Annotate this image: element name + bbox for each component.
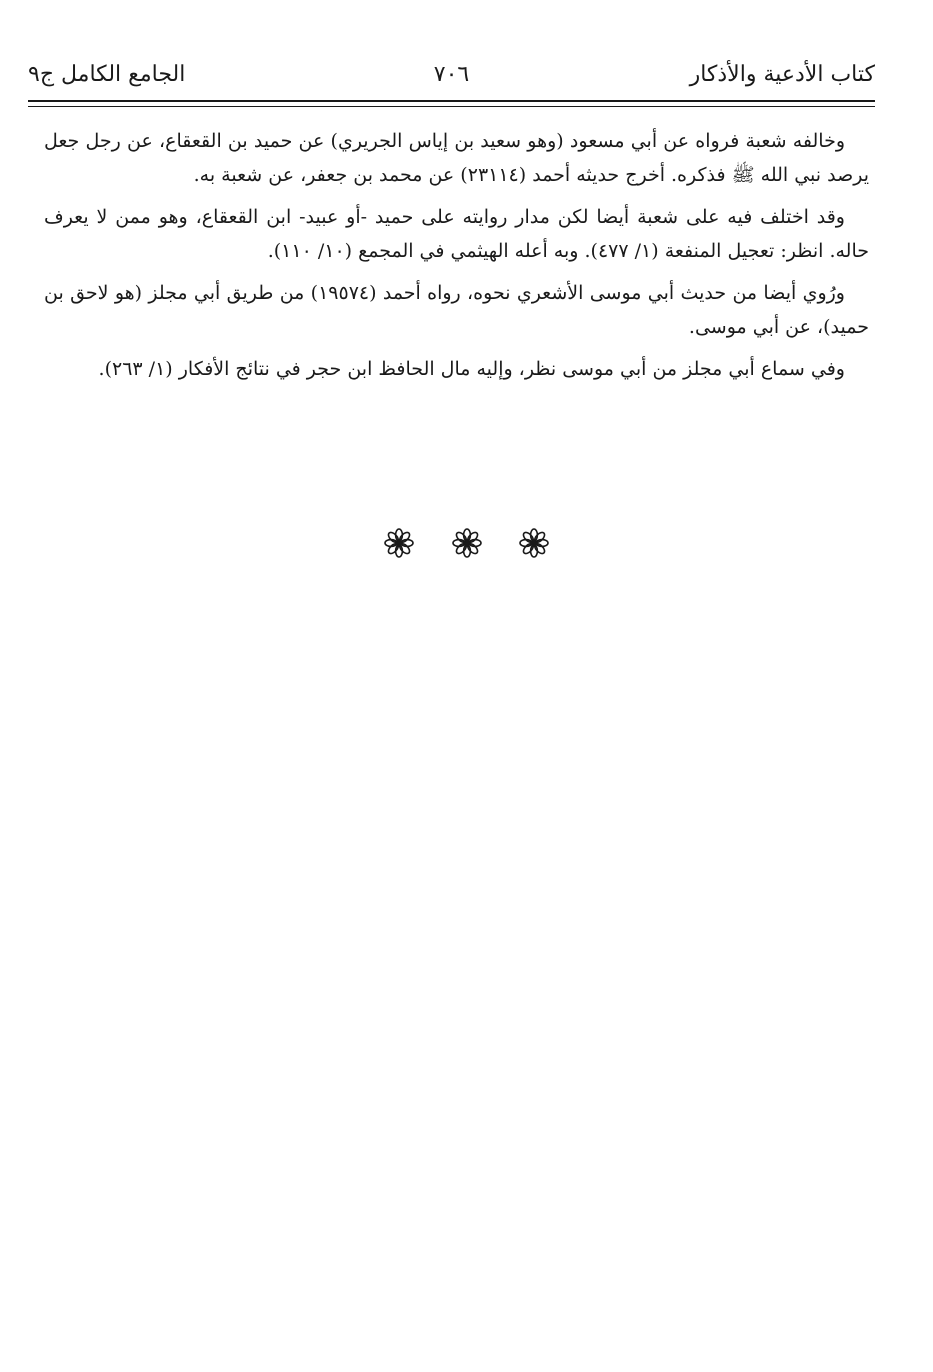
section-end-ornaments xyxy=(0,528,933,558)
paragraph: ورُوي أيضا من حديث أبي موسى الأشعري نحوه، رواه أحمد (١٩٥٧٤) من طريق أبي مجلز (هو لاحق بن حميد)، عن أبي موسى. xyxy=(44,282,869,338)
page-number: ٧٠٦ xyxy=(433,62,470,87)
volume-label: الجامع الكامل ج٩ xyxy=(28,62,186,87)
floral-ornament-icon xyxy=(384,528,414,558)
paragraph: وقد اختلف فيه على شعبة أيضا لكن مدار روايته على حميد -أو عبيد- ابن القعقاع، وهو ممن لا يعرف حاله. انظر: تعجيل المنفعة (١/ ٤٧٧). وبه أعله الهيثمي في المجمع (١٠/ ١١٠). xyxy=(44,206,869,262)
footnote-body xyxy=(44,124,869,394)
running-header xyxy=(28,56,875,96)
floral-ornament-icon xyxy=(452,528,482,558)
book-title: كتاب الأدعية والأذكار xyxy=(689,62,875,87)
header-rule-thin xyxy=(28,106,875,107)
paragraph: وخالفه شعبة فرواه عن أبي مسعود (وهو سعيد بن إياس الجريري) عن حميد بن القعقاع، عن رجل جعل يرصد نبي الله ﷺ فذكره. أخرج حديثه أحمد (٢٣١١٤) عن محمد بن جعفر، عن شعبة به. xyxy=(44,130,869,186)
header-rule-thick xyxy=(28,100,875,102)
paragraph: وفي سماع أبي مجلز من أبي موسى نظر، وإليه مال الحافظ ابن حجر في نتائج الأفكار (١/ ٢٦٣). xyxy=(98,358,845,380)
floral-ornament-icon xyxy=(519,528,549,558)
